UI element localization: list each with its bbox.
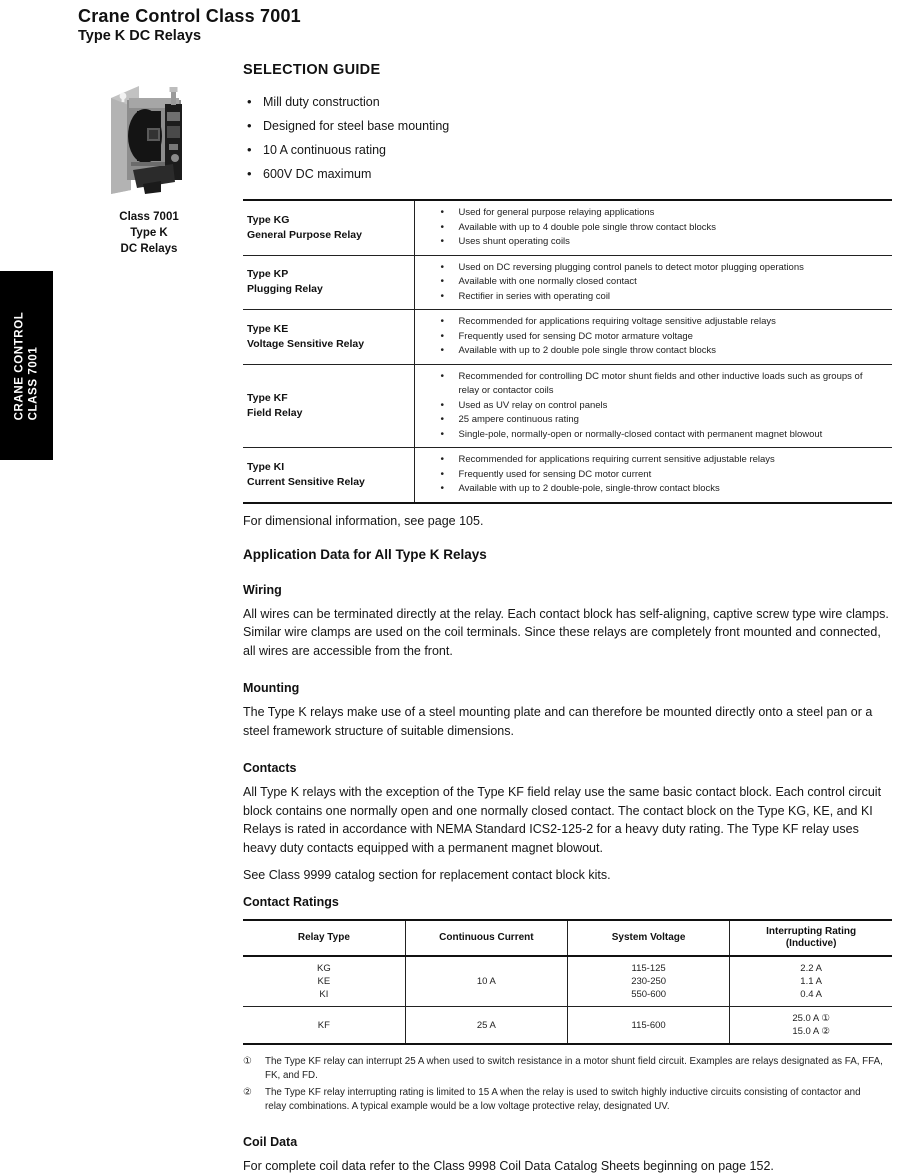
col-header-interrupting-rating: Interrupting Rating (Inductive) [730, 920, 892, 956]
relay-type-cell [243, 448, 414, 503]
footnote-text: The Type KF relay can interrupt 25 A when used to switch resistance in a motor shunt field circuit. Examples are relays designated as FA, FFA, FK, and FD. [265, 1056, 883, 1081]
cell-interrupting-ratings: 2.2 A 1.1 A 0.4 A [730, 956, 892, 1007]
relay-name: Plugging Relay [247, 283, 323, 296]
selection-guide-heading: SELECTION GUIDE [243, 62, 381, 78]
figure-caption-line1: Class 7001 [119, 211, 179, 223]
dimensional-note: For dimensional information, see page 105. [243, 513, 484, 528]
figure-caption [86, 209, 212, 257]
relay-type: Type KP [247, 268, 289, 281]
footnote-text: The Type KF relay interrupting rating is limited to 15 A when the relay is used to switch highly inductive circuits consisting of contactor and relay combinations. A typical example would be a low voltage protective relay, designated UV. [265, 1087, 861, 1112]
selection-bullet: • 600V DC maximum [247, 162, 892, 186]
mounting-heading: Mounting [243, 681, 300, 695]
ratings-row-standard [243, 956, 892, 1007]
relay-desc-cell [414, 364, 892, 448]
relay-bullet: • Uses shunt operating coils [415, 235, 889, 250]
application-data-heading: Application Data for All Type K Relays [243, 546, 487, 562]
relay-bullet: • Available with up to 2 double-pole, single-throw contact blocks [415, 482, 889, 497]
relay-row-kf [243, 364, 892, 448]
selection-bullet: • 10 A continuous rating [247, 138, 892, 162]
relay-name: Current Sensitive Relay [247, 475, 365, 488]
relay-bullet: • Frequently used for sensing DC motor armature voltage [415, 330, 889, 345]
wiring-paragraph: All wires can be terminated directly at the relay. Each contact block has self-aligning, captive screw type wire clamps. Similar wire clamps are used on the coil terminals. Since these relays are completely front mounted and connected, all wires are accessible from the front. [243, 606, 889, 658]
contacts-heading: Contacts [243, 761, 297, 775]
page-subtitle: Type K DC Relays [78, 28, 202, 44]
footnote-marker: ② [243, 1087, 252, 1098]
relay-bullet: • Rectifier in series with operating coil [415, 290, 889, 305]
contact-ratings-table [243, 919, 892, 1045]
relay-desc-cell [414, 255, 892, 310]
relay-bullet: • Available with up to 2 double pole single throw contact blocks [415, 344, 889, 359]
cell-relay-types: KF [317, 1019, 330, 1031]
relay-name: Field Relay [247, 406, 303, 419]
cell-interrupting-ratings: 25.0 A ① 15.0 A ② [730, 1007, 892, 1045]
cell-continuous-current: 10 A [405, 956, 567, 1007]
relay-bullet: • Recommended for controlling DC motor shunt fields and other inductive loads such as groups of relay or contactor coils [415, 370, 889, 399]
footnotes [243, 1055, 892, 1114]
relay-bullet: • 25 ampere continuous rating [415, 413, 889, 428]
section-tab-line2: CLASS 7001 [27, 346, 40, 420]
relay-type: Type KG [247, 213, 290, 226]
contacts-paragraph: All Type K relays with the exception of the Type KF field relay use the same basic contact block. Each control circuit block contains one normally open and one normally closed contact. The contact block on the Type KG, KE, and KI Relays is rated in accordance with NEMA Standard ICS2-125-2 for a heavy duty rating. The Type KF relay uses heavy duty contacts equipped with a permanent magnet blowout. [243, 785, 882, 855]
relay-bullet: • Recommended for applications requiring current sensitive adjustable relays [415, 453, 889, 468]
selection-guide-bullets [247, 90, 892, 186]
relay-bullet: • Used as UV relay on control panels [415, 399, 889, 414]
relay-bullet: • Used on DC reversing plugging control panels to detect motor plugging operations [415, 261, 889, 276]
relay-desc-cell [414, 448, 892, 503]
relay-type-cell [243, 255, 414, 310]
section-tab [0, 271, 53, 460]
relay-type-cell [243, 200, 414, 255]
selection-bullet: • Mill duty construction [247, 90, 892, 114]
figure-caption-line2: Type K [130, 227, 168, 239]
relay-type-cell [243, 310, 414, 365]
relay-bullet: • Available with up to 4 double pole single throw contact blocks [415, 221, 889, 236]
content-column [243, 58, 892, 1176]
section-tab-label [13, 311, 41, 420]
relay-type: Type KI [247, 460, 285, 473]
relay-type: Type KE [247, 322, 289, 335]
relay-type-table [243, 199, 892, 504]
relay-desc-cell [414, 200, 892, 255]
relay-name: General Purpose Relay [247, 228, 362, 241]
col-header-relay-type: Relay Type [243, 920, 405, 956]
relay-bullet: • Used for general purpose relaying applications [415, 206, 889, 221]
mounting-paragraph: The Type K relays make use of a steel mounting plate and can therefore be mounted directly onto a steel pan or a steel framework structure of suitable dimensions. [243, 705, 873, 738]
cell-continuous-current: 25 A [405, 1007, 567, 1045]
coil-data-heading: Coil Data [243, 1135, 298, 1149]
relay-bullet: • Frequently used for sensing DC motor current [415, 468, 889, 483]
page-title: Crane Control Class 7001 [78, 6, 301, 26]
cell-relay-types: KG KE KI [243, 956, 405, 1007]
relay-photo [103, 84, 195, 196]
product-figure [86, 84, 212, 257]
figure-caption-line3: DC Relays [120, 243, 178, 255]
relay-row-kp [243, 255, 892, 310]
relay-bullet: • Single-pole, normally-open or normally-closed contact with permanent magnet blowout [415, 428, 889, 443]
contact-ratings-header-row [243, 920, 892, 956]
col-header-system-voltage: System Voltage [568, 920, 730, 956]
wiring-heading: Wiring [243, 582, 282, 597]
relay-name: Voltage Sensitive Relay [247, 337, 365, 350]
relay-type: Type KF [247, 391, 288, 404]
relay-bullet: • Recommended for applications requiring voltage sensitive adjustable relays [415, 315, 889, 330]
footnote-1 [243, 1055, 892, 1083]
footnote-2 [243, 1086, 892, 1114]
section-tab-line1: CRANE CONTROL [13, 311, 26, 420]
relay-row-ke [243, 310, 892, 365]
relay-type-cell [243, 364, 414, 448]
cell-system-voltages: 115-600 [568, 1007, 730, 1045]
doc-header [78, 5, 301, 45]
relay-row-ki [243, 448, 892, 503]
cell-system-voltages: 115-125 230-250 550-600 [568, 956, 730, 1007]
relay-bullet: • Available with one normally closed contact [415, 275, 889, 290]
col-header-continuous-current: Continuous Current [405, 920, 567, 956]
selection-bullet: • Designed for steel base mounting [247, 114, 892, 138]
contacts-note: See Class 9999 catalog section for replacement contact block kits. [243, 868, 611, 882]
relay-desc-cell [414, 310, 892, 365]
relay-row-kg [243, 200, 892, 255]
ratings-row-kf [243, 1007, 892, 1045]
coil-data-paragraph: For complete coil data refer to the Class 9998 Coil Data Catalog Sheets beginning on page 152. [243, 1159, 774, 1173]
footnote-marker: ① [243, 1056, 252, 1067]
contact-ratings-heading: Contact Ratings [243, 895, 339, 909]
